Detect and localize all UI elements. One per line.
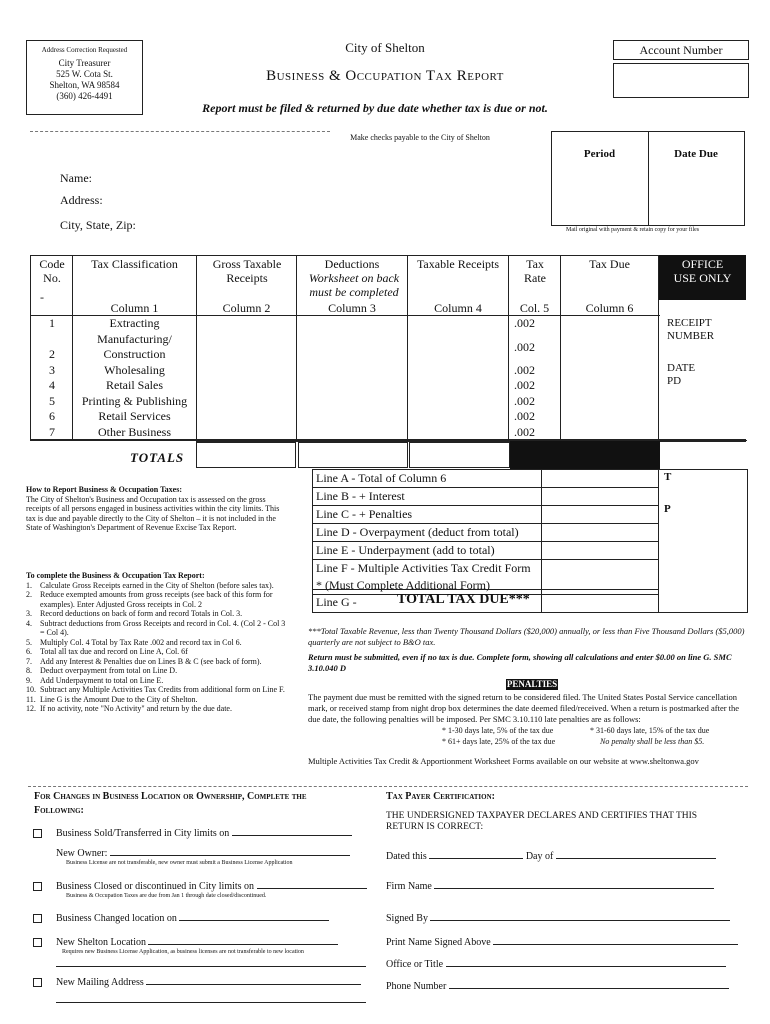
step-number: 7. — [26, 656, 32, 666]
row-code: 2 — [49, 347, 55, 361]
step-text: Add any Interest & Penalties due on Lines B & C (see back of form). — [40, 656, 262, 666]
mailing-label: New Mailing Address — [56, 977, 144, 988]
quarterly-note: ***Total Taxable Revenue, less than Twenty Thousand Dollars ($20,000) annually, or less than Five Thousand Dollars ($5,000) quarterly are not subject to B&O tax. — [308, 626, 745, 647]
step-number: 8. — [26, 666, 32, 675]
separator — [30, 131, 330, 132]
gross-receipts-input[interactable] — [197, 316, 296, 440]
date-due-label: Date Due — [674, 148, 718, 160]
totals-deductions[interactable] — [298, 442, 408, 468]
closed-date-field[interactable] — [257, 888, 367, 889]
col1-label: Column 1 — [110, 301, 159, 315]
line-c: Line C - + Penalties — [313, 506, 658, 524]
phone-row — [386, 981, 729, 993]
step-text: Total all tax due and record on Line A, Col. 6f — [40, 647, 188, 656]
address-label: Address: — [60, 193, 103, 207]
row-rate: .002 — [514, 424, 535, 439]
line-g-row — [312, 589, 659, 613]
header-code: Code No. — [39, 257, 65, 285]
step-text: Add Underpayment to total on Line E. — [40, 675, 164, 685]
change-sold-label: Business Sold/Transferred in City limits on — [56, 828, 230, 839]
phone-field[interactable] — [449, 988, 729, 989]
classification-column — [73, 316, 196, 440]
change-closed-label: Business Closed or discontinued in City limits on — [56, 881, 255, 892]
step-number: 5. — [26, 637, 32, 647]
date-paid-label: DATE PD — [667, 362, 696, 387]
tax-table — [30, 255, 747, 440]
row-classification: Wholesaling — [104, 362, 165, 377]
header-dash: - — [40, 290, 44, 304]
step-number: 3. — [26, 609, 32, 618]
row-code: 4 — [49, 378, 55, 392]
row-classification: Printing & Publishing — [81, 393, 188, 408]
code-column — [32, 316, 72, 440]
header-gross: Gross Taxable Receipts — [212, 257, 282, 285]
account-number-label: Account Number — [613, 40, 749, 60]
new-location-line[interactable] — [56, 966, 366, 967]
change-location-label: Business Changed location on — [56, 913, 177, 924]
office-use-label: OFFICE USE ONLY — [673, 257, 732, 285]
new-owner-field[interactable] — [110, 855, 350, 856]
step-number: 10. — [26, 685, 36, 694]
penalties-title: PENALTIES — [506, 679, 558, 689]
office-p-label: P — [664, 503, 671, 515]
row-rate: .002 — [514, 409, 535, 423]
penalty-1: * 1-30 days late, 5% of the tax due — [442, 726, 554, 735]
header-due: Tax Due — [589, 257, 630, 271]
print-name-row — [386, 937, 738, 949]
col3-label: Column 3 — [328, 301, 376, 315]
city-name: City of Shelton — [345, 40, 425, 55]
sender-address-box — [26, 40, 143, 115]
row-rate: .002 — [514, 339, 535, 354]
new-owner-label: New Owner: — [56, 848, 108, 859]
row-code: 3 — [49, 362, 55, 377]
step-text: Line G is the Amount Due to the City of Shelton. — [40, 694, 198, 704]
step-text: Calculate Gross Receipts earned in the City of Shelton (before sales tax). — [40, 580, 274, 590]
col2-label: Column 2 — [222, 301, 271, 315]
line-a: Line A - Total of Column 6 — [313, 470, 658, 488]
row-classification: Extracting — [109, 316, 160, 330]
firm-row — [386, 881, 714, 893]
col6-label: Column 6 — [585, 301, 634, 315]
col4-label: Column 4 — [434, 301, 482, 315]
location-date-field[interactable] — [179, 920, 329, 921]
dated-label: Dated this — [386, 851, 427, 862]
line-e: Line E - Underpayment (add to total) — [313, 542, 658, 560]
header-classification: Tax Classification — [91, 257, 178, 271]
signed-row — [386, 913, 730, 925]
penalty-2: * 31-60 days late, 15% of the tax due — [590, 726, 710, 735]
step-text: Reduce exempted amounts from gross receipts (see back of this form for examples). Enter Adjusted Gross receipts in Col. 2 — [40, 590, 273, 609]
new-location-sub: Requires new Business License Application, as business licenses are not transferable to new location — [62, 949, 304, 955]
day-of-label: Day of — [525, 851, 554, 862]
change-location — [56, 913, 329, 925]
line-g-text: TOTAL TAX DUE*** — [397, 592, 530, 607]
row-code: 1 — [49, 316, 55, 330]
sender-line: Shelton, WA 98584 — [49, 80, 120, 90]
phone-label: Phone Number — [386, 981, 447, 992]
row-classification: Manufacturing/ Construction — [97, 331, 172, 361]
payable-note: Make checks payable to the City of Shelton — [350, 133, 490, 142]
day-of-field[interactable] — [556, 858, 716, 859]
mailing-line[interactable] — [56, 1002, 366, 1003]
step-number: 4. — [26, 618, 32, 628]
line-f-note: * (Must Complete Additional Form) — [313, 577, 658, 595]
complete-title: To complete the Business & Occupation Tax Report: — [26, 571, 205, 580]
step-number: 1. — [26, 580, 32, 590]
office-tp-box — [658, 469, 748, 613]
signed-field[interactable] — [430, 920, 730, 921]
mailing-field[interactable] — [146, 984, 361, 985]
checkbox-mailing[interactable] — [33, 978, 42, 987]
deductions-input[interactable] — [297, 316, 407, 440]
sold-date-field[interactable] — [232, 835, 352, 836]
step-text: Record deductions on back of form and record Totals in Col. 3. — [40, 609, 243, 618]
dated-field[interactable] — [429, 858, 523, 859]
address-correction-label: Address Correction Requested — [41, 46, 128, 54]
step-text: Subtract deductions from Gross Receipts and record in Col. 4. (Col 2 - Col 3 = Col 4). — [40, 618, 286, 637]
certification-statement: THE UNDERSIGNED TAXPAYER DECLARES AND CERTIFIES THAT THIS RETURN IS CORRECT: — [386, 811, 698, 832]
step-number: 11. — [26, 694, 36, 704]
change-mailing — [56, 977, 361, 989]
name-label: Name: — [60, 171, 92, 185]
step-number: 2. — [26, 590, 32, 599]
header-taxable: Taxable Receipts — [416, 257, 500, 271]
new-location-field[interactable] — [148, 944, 338, 945]
step-text: If no activity, note "No Activity" and return by the due date. — [40, 704, 232, 713]
row-code: 7 — [49, 424, 55, 439]
row-code: 6 — [49, 409, 55, 423]
line-g-label: Line G - — [316, 595, 357, 609]
totals-taxable[interactable] — [409, 442, 510, 468]
separator — [28, 786, 748, 787]
new-owner-sub: Business License are not transferable, new owner must submit a Business License Application — [66, 860, 293, 866]
step-number: 6. — [26, 647, 32, 656]
row-classification: Retail Services — [98, 409, 171, 423]
line-d: Line D - Overpayment (deduct from total) — [313, 524, 658, 542]
penalty-min: No penalty shall be less than $5. — [600, 737, 705, 746]
header-deductions: Deductions — [324, 257, 380, 271]
firm-field[interactable] — [434, 888, 714, 889]
sender-line: (360) 426-4491 — [56, 91, 113, 101]
row-rate: .002 — [514, 362, 535, 377]
office-title-row — [386, 959, 726, 971]
row-code: 5 — [49, 393, 55, 408]
office-title-field[interactable] — [446, 966, 726, 967]
totals-shaded — [510, 441, 660, 469]
changes-title: For Changes in Business Location or Ownership, Complete the Following: — [34, 791, 307, 816]
sender-line: City Treasurer — [58, 58, 111, 68]
closed-sub: Business & Occupation Taxes are due from Jan 1 through date closed/discontinued. — [66, 893, 267, 899]
step-text: Deduct overpayment from total on Line D. — [40, 666, 178, 675]
print-name-field[interactable] — [493, 944, 738, 945]
how-to-section — [26, 485, 288, 533]
checkbox-changed-location[interactable] — [33, 914, 42, 923]
row-classification: Other Business — [98, 424, 171, 439]
account-number-field[interactable] — [613, 63, 749, 98]
page-subtitle: Report must be filed & returned by due date whether tax is due or not. — [202, 101, 548, 115]
row-rate: .002 — [514, 393, 535, 408]
col5-label: Col. 5 — [519, 301, 550, 315]
office-use-box — [659, 255, 746, 300]
row-rate: .002 — [514, 378, 535, 392]
change-sold — [56, 828, 352, 840]
firm-label: Firm Name — [386, 881, 432, 892]
print-name-label: Print Name Signed Above — [386, 937, 491, 948]
checkbox-new-location[interactable] — [33, 938, 42, 947]
row-rate: .002 — [514, 316, 535, 330]
office-t-label: T — [664, 471, 672, 483]
totals-label: TOTALS — [130, 450, 185, 465]
signed-label: Signed By — [386, 913, 428, 924]
office-title-label: Office or Title — [386, 959, 444, 970]
receipt-number-label: RECEIPT NUMBER — [667, 317, 715, 342]
summary-lines — [312, 469, 659, 595]
certification-title: Tax Payer Certification: — [386, 791, 495, 802]
totals-gross[interactable] — [196, 442, 296, 468]
sender-line: 525 W. Cota St. — [56, 69, 113, 79]
line-f: Line F - Multiple Activities Tax Credit Form — [316, 561, 531, 575]
penalty-3: * 61+ days late, 25% of the tax due — [442, 737, 556, 746]
dated-row — [386, 851, 716, 863]
step-text: Multiply Col. 4 Total by Tax Rate .002 and record tax in Col 6. — [40, 637, 242, 647]
website-note: Multiple Activities Tax Credit & Apportionment Worksheet Forms available on our website at www.sheltonwa.gov — [308, 756, 699, 766]
penalties-body: The payment due must be remitted with the signed return to be considered filed. The United States Postal Service cancellation mark, or received stamp from night drop box determines the date deemed filed/received. When a return is postmarked after the due date, the following penalties will be imposed. Per SMC 3.10.110 late penalties are as follows: — [308, 692, 740, 724]
how-to-title: How to Report Business & Occupation Taxes: — [26, 485, 183, 494]
checkbox-closed[interactable] — [33, 882, 42, 891]
header-deductions-note: Worksheet on back must be completed — [308, 271, 400, 299]
line-b: Line B - + Interest — [313, 488, 658, 506]
header-rate: Tax Rate — [524, 257, 546, 285]
step-number: 12. — [26, 704, 36, 713]
checkbox-sold[interactable] — [33, 829, 42, 838]
city-state-zip-label: City, State, Zip: — [60, 218, 136, 232]
step-text: Subtract any Multiple Activities Tax Credits from additional form on Line F. — [40, 685, 285, 694]
mail-note: Mail original with payment & retain copy for your files — [566, 227, 700, 233]
new-location-label: New Shelton Location — [56, 937, 146, 948]
period-label: Period — [583, 148, 616, 160]
step-number: 9. — [26, 675, 32, 685]
row-classification: Retail Sales — [106, 378, 163, 392]
rate-column — [514, 316, 560, 440]
complete-section — [26, 571, 288, 714]
page-title: Business & Occupation Tax Report — [266, 68, 504, 84]
submit-note: Return must be submitted, even if no tax is due. Complete form, showing all calculations and enter $0.00 on line G. SMC 3.10.040 D — [308, 652, 732, 673]
tax-due-input[interactable] — [561, 316, 658, 440]
how-to-body: The City of Shelton's Business and Occupation tax is assessed on the gross receipts of all persons engaged in business activities within the city limits. This tax is due and payable directly to the City of Shelton – it is not included in the State of Washington's Department of Revenue Excise Tax Report. — [26, 494, 280, 532]
taxable-receipts-input[interactable] — [408, 316, 508, 440]
